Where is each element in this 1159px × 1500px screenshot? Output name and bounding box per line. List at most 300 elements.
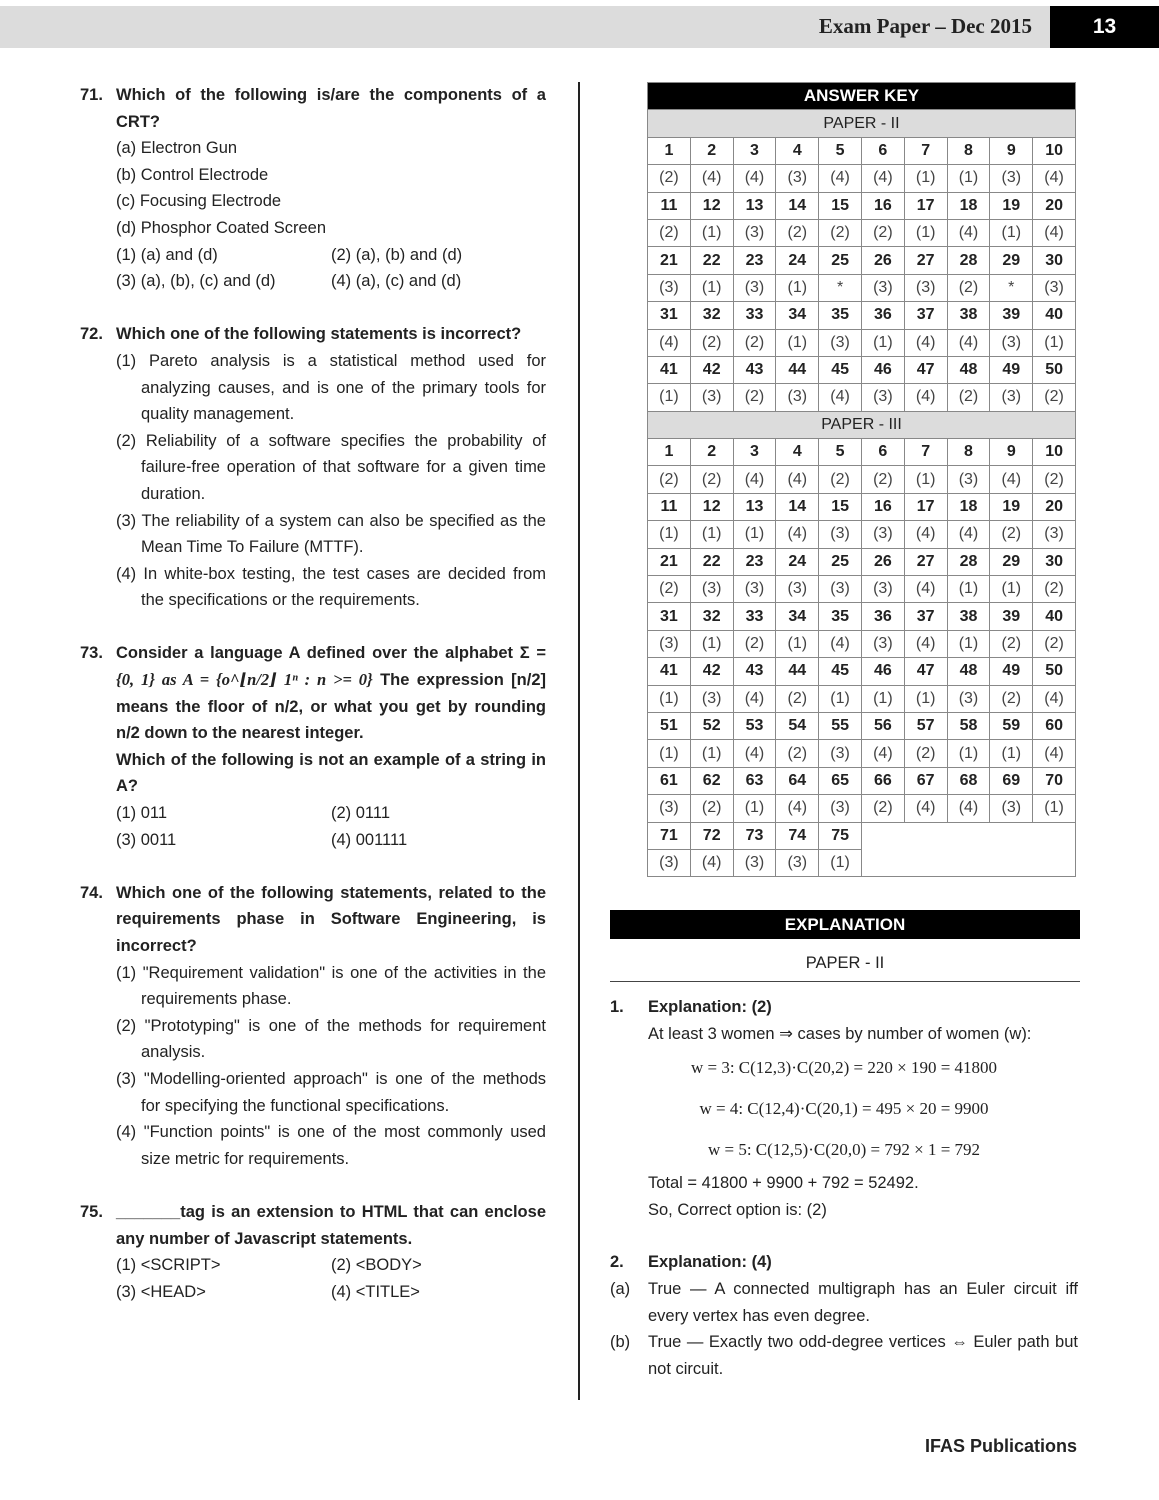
question-number: 74. — [80, 883, 103, 902]
question-number-row — [648, 356, 1076, 383]
question-number-cell: 14 — [776, 192, 819, 219]
answer-cell: (3) — [819, 740, 862, 767]
answer-cell: (4) — [1033, 685, 1076, 712]
question-number-cell: 5 — [819, 137, 862, 164]
questions-column — [80, 82, 546, 1332]
question-number-cell: 25 — [819, 247, 862, 274]
question-number-cell: 40 — [1033, 302, 1076, 329]
option-4: (4) In white-box testing, the test cases are decided from the specifications or the requirements. — [116, 564, 546, 610]
question-number-cell: 22 — [690, 548, 733, 575]
answer-cell: (1) — [904, 466, 947, 493]
answer-cell: (4) — [733, 466, 776, 493]
question-number-cell: 8 — [947, 439, 990, 466]
answer-cell: (2) — [690, 329, 733, 356]
question-number-cell: 72 — [690, 822, 733, 849]
answer-key-title: ANSWER KEY — [648, 83, 1076, 110]
answer-cell: (3) — [861, 274, 904, 301]
question-number-cell: 38 — [947, 302, 990, 329]
answer-cell: (1) — [819, 685, 862, 712]
answer-cell: (2) — [776, 219, 819, 246]
answer-cell: (3) — [819, 576, 862, 603]
answer-cell: (3) — [819, 521, 862, 548]
options-row — [116, 268, 546, 295]
answer-cell: (4) — [690, 849, 733, 876]
answer-cell: (1) — [690, 219, 733, 246]
answer-cell: (1) — [947, 630, 990, 657]
question-number-cell: 16 — [861, 192, 904, 219]
explanation-paper-label: PAPER - II — [805, 954, 885, 972]
question-prompt: Which of the following is not an example of a string in A? — [116, 750, 546, 796]
question-number-cell: 33 — [733, 603, 776, 630]
answer-cell: (4) — [904, 521, 947, 548]
question-number-cell: 59 — [990, 712, 1033, 739]
answer-cell: (3) — [861, 576, 904, 603]
question-number-row — [648, 767, 1076, 794]
question-number-row — [648, 247, 1076, 274]
question-72 — [80, 321, 546, 614]
options-row — [116, 800, 546, 827]
answer-cell: (2) — [990, 521, 1033, 548]
sub-label: (a) — [610, 1279, 631, 1298]
question-text: Which one of the following statements is incorrect? — [116, 325, 522, 344]
question-number-cell: 9 — [990, 439, 1033, 466]
answer-cell: (2) — [819, 219, 862, 246]
column-divider — [578, 82, 580, 1400]
answer-cell: (3) — [990, 795, 1033, 822]
answer-cell: (1) — [904, 165, 947, 192]
question-number-cell: 65 — [819, 767, 862, 794]
paper-label-row — [648, 411, 1076, 438]
question-number-cell: 14 — [776, 493, 819, 520]
question-number-cell: 4 — [776, 137, 819, 164]
key-title-row — [648, 83, 1076, 110]
question-number-cell: 67 — [904, 767, 947, 794]
option-2: (2) 0111 — [331, 804, 391, 823]
question-number: 75. — [80, 1202, 103, 1221]
answer-cell: (1) — [947, 740, 990, 767]
answer-cell: (1) — [990, 219, 1033, 246]
question-number-cell: 48 — [947, 658, 990, 685]
equation: w = 5: C(12,5)·C(20,0) = 792 × 1 = 792 — [707, 1140, 981, 1160]
question-number-cell: 29 — [990, 548, 1033, 575]
answer-cell: (3) — [861, 384, 904, 411]
answer-cell: (1) — [990, 740, 1033, 767]
divider — [610, 981, 1080, 982]
answer-cell: (3) — [990, 165, 1033, 192]
question-number-cell: 61 — [648, 767, 691, 794]
question-number-cell: 27 — [904, 247, 947, 274]
answer-cell: (2) — [690, 466, 733, 493]
math-expression: {0, 1} as A = {o^⌊n/2⌋ 1ⁿ : n >= 0} — [116, 670, 373, 690]
answer-row — [648, 329, 1076, 356]
answer-cell: (2) — [648, 576, 691, 603]
answer-cell: (2) — [861, 795, 904, 822]
question-number: 71. — [80, 86, 103, 104]
paper-label: PAPER - II — [648, 110, 1076, 137]
answer-cell: (2) — [776, 740, 819, 767]
answer-cell: (3) — [648, 630, 691, 657]
answer-cell: (3) — [690, 685, 733, 712]
publisher-footer: IFAS Publications — [924, 1436, 1077, 1456]
answer-cell: (2) — [733, 384, 776, 411]
sub-text: True — Exactly two odd-degree vertices ⇔ Euler path but not circuit. — [648, 1333, 1078, 1378]
answer-row — [648, 521, 1076, 548]
options-row — [116, 242, 546, 269]
answer-cell: (2) — [990, 630, 1033, 657]
answer-cell: (3) — [776, 576, 819, 603]
option-4: (4) (a), (c) and (d) — [331, 272, 462, 291]
option-1: (1) Pareto analysis is a statistical method used for analyzing causes, and is one of the primary tools for quality management. — [116, 351, 546, 424]
question-number-row — [648, 302, 1076, 329]
question-number-cell: 24 — [776, 548, 819, 575]
question-number-row — [648, 137, 1076, 164]
question-number-cell: 39 — [990, 603, 1033, 630]
item: (c) Focusing Electrode — [116, 192, 282, 211]
explanation-conclusion: So, Correct option is: (2) — [648, 1200, 827, 1219]
answer-cell: (2) — [861, 466, 904, 493]
answer-row — [648, 795, 1076, 822]
question-number-cell: 9 — [990, 137, 1033, 164]
question-number-cell: 40 — [1033, 603, 1076, 630]
question-number-cell: 19 — [990, 192, 1033, 219]
item: (a) Electron Gun — [116, 139, 238, 158]
option-3: (3) The reliability of a system can also be specified as the Mean Time To Failure (MTTF). — [116, 511, 546, 557]
question-number-cell: 32 — [690, 302, 733, 329]
question-number-cell: 6 — [861, 137, 904, 164]
equation: w = 3: C(12,3)·C(20,2) = 220 × 190 = 41800 — [690, 1058, 998, 1078]
question-number-cell: 30 — [1033, 548, 1076, 575]
question-number-cell: 2 — [690, 439, 733, 466]
question-number-cell: 10 — [1033, 137, 1076, 164]
question-number-cell: 3 — [733, 137, 776, 164]
explanation-number: 1. — [610, 998, 624, 1016]
question-number-cell: 24 — [776, 247, 819, 274]
option-3: (3) (a), (b), (c) and (d) — [116, 272, 276, 291]
question-number-cell: 49 — [990, 356, 1033, 383]
question-number-cell: 13 — [733, 493, 776, 520]
answer-cell: (3) — [690, 384, 733, 411]
question-number-cell: 42 — [690, 356, 733, 383]
question-text-part1: Consider a language A defined over the alphabet Σ = — [116, 644, 546, 663]
question-number-cell: 29 — [990, 247, 1033, 274]
answer-cell: (2) — [648, 165, 691, 192]
question-number-cell: 27 — [904, 548, 947, 575]
question-number-cell: 17 — [904, 192, 947, 219]
question-number-cell: 46 — [861, 356, 904, 383]
question-number-row — [648, 658, 1076, 685]
answer-cell: (4) — [819, 165, 862, 192]
question-number-cell: 8 — [947, 137, 990, 164]
answer-cell: (4) — [776, 466, 819, 493]
question-number-cell: 12 — [690, 493, 733, 520]
option-1: (1) (a) and (d) — [116, 245, 218, 264]
answer-cell: (4) — [1033, 740, 1076, 767]
answer-cell: (4) — [776, 521, 819, 548]
answer-cell: (4) — [733, 165, 776, 192]
answer-cell: (2) — [776, 685, 819, 712]
answer-cell: (1) — [1033, 795, 1076, 822]
answer-cell: (4) — [904, 329, 947, 356]
question-number-cell: 13 — [733, 192, 776, 219]
answer-cell: (4) — [904, 576, 947, 603]
question-number-cell: 23 — [733, 548, 776, 575]
answer-row — [648, 685, 1076, 712]
question-number-cell: 6 — [861, 439, 904, 466]
question-number-row — [648, 493, 1076, 520]
answer-cell: (1) — [690, 521, 733, 548]
question-number-cell: 52 — [690, 712, 733, 739]
answer-cell: (3) — [776, 849, 819, 876]
explanation-heading: Explanation: (4) — [648, 1253, 772, 1272]
answer-cell: (2) — [690, 795, 733, 822]
sub-label: (b) — [610, 1333, 631, 1352]
answer-cell: (2) — [1033, 466, 1076, 493]
question-74 — [80, 880, 546, 1173]
question-number-row — [648, 192, 1076, 219]
question-number-cell: 33 — [733, 302, 776, 329]
answer-cell: (3) — [776, 165, 819, 192]
question-number-cell: 34 — [776, 302, 819, 329]
question-number-cell: 5 — [819, 439, 862, 466]
answer-cell: (1) — [648, 685, 691, 712]
answer-cell: (4) — [1033, 219, 1076, 246]
answer-cell: * — [819, 274, 862, 301]
answer-cell: (3) — [947, 466, 990, 493]
question-number-cell: 39 — [990, 302, 1033, 329]
question-number-cell: 50 — [1033, 658, 1076, 685]
answer-cell: (4) — [690, 165, 733, 192]
question-75 — [80, 1199, 546, 1305]
question-number-cell: 58 — [947, 712, 990, 739]
paper-label-row — [648, 110, 1076, 137]
question-number-cell: 37 — [904, 603, 947, 630]
question-number-cell: 73 — [733, 822, 776, 849]
question-number-cell: 7 — [904, 137, 947, 164]
option-2: (2) "Prototyping" is one of the methods for requirement analysis. — [116, 1016, 546, 1062]
question-number-cell: 28 — [947, 548, 990, 575]
explanation-heading: Explanation: (2) — [648, 998, 772, 1016]
option-3: (3) "Modelling-oriented approach" is one of the methods for specifying the functional specifications. — [116, 1069, 546, 1115]
item: (b) Control Electrode — [116, 165, 269, 184]
answer-cell: (4) — [819, 630, 862, 657]
question-number-cell: 46 — [861, 658, 904, 685]
answer-cell: (3) — [648, 795, 691, 822]
question-number-row — [648, 603, 1076, 630]
question-number-cell: 34 — [776, 603, 819, 630]
answer-cell: (3) — [861, 630, 904, 657]
answer-row — [648, 630, 1076, 657]
answer-cell: (1) — [776, 274, 819, 301]
sub-item-b — [610, 1329, 1078, 1382]
answer-cell: (1) — [904, 219, 947, 246]
answer-cell: (4) — [733, 685, 776, 712]
question-number-cell: 31 — [648, 603, 691, 630]
answer-cell: (2) — [947, 384, 990, 411]
answer-cell: (4) — [947, 795, 990, 822]
answer-row — [648, 466, 1076, 493]
answer-key-table — [647, 82, 1076, 877]
question-number-row — [648, 822, 1076, 849]
question-number-cell: 43 — [733, 356, 776, 383]
question-number-cell: 48 — [947, 356, 990, 383]
option-3: (3) <HEAD> — [116, 1282, 206, 1301]
answer-cell: (1) — [776, 329, 819, 356]
question-text: _______tag is an extension to HTML that can enclose any number of Javascript statements. — [116, 1202, 546, 1248]
paper-label: PAPER - III — [648, 411, 1076, 438]
question-number-cell: 47 — [904, 658, 947, 685]
explanations — [610, 994, 1078, 1382]
answer-cell: (4) — [990, 466, 1033, 493]
question-number: 72. — [80, 325, 103, 344]
question-number-cell: 62 — [690, 767, 733, 794]
question-number-cell: 50 — [1033, 356, 1076, 383]
question-number-cell: 15 — [819, 493, 862, 520]
question-number-cell: 20 — [1033, 192, 1076, 219]
answer-cell: (4) — [1033, 165, 1076, 192]
answer-cell: (3) — [904, 274, 947, 301]
answer-cell: (3) — [861, 521, 904, 548]
question-number-cell: 20 — [1033, 493, 1076, 520]
explanation-total: Total = 41800 + 9900 + 792 = 52492. — [648, 1174, 919, 1193]
page-number: 13 — [1050, 6, 1159, 48]
question-number-cell: 64 — [776, 767, 819, 794]
question-number-cell: 60 — [1033, 712, 1076, 739]
answer-cell: (3) — [648, 274, 691, 301]
answer-cell: (1) — [648, 740, 691, 767]
question-number-row — [648, 548, 1076, 575]
answer-cell: (2) — [947, 274, 990, 301]
answer-cell: (4) — [861, 165, 904, 192]
question-number-cell: 54 — [776, 712, 819, 739]
option-2: (2) <BODY> — [331, 1256, 422, 1275]
answer-cell: (1) — [733, 795, 776, 822]
answer-cell: (3) — [819, 329, 862, 356]
option-2: (2) Reliability of a software specifies the probability of failure-free operation of that software for a given time duration. — [116, 431, 546, 503]
answer-cell: (3) — [819, 795, 862, 822]
answer-cell: (4) — [648, 329, 691, 356]
question-number-cell: 26 — [861, 247, 904, 274]
question-number-cell: 17 — [904, 493, 947, 520]
answer-cell: (1) — [1033, 329, 1076, 356]
answer-cell: (3) — [733, 849, 776, 876]
question-number-cell: 2 — [690, 137, 733, 164]
explanation-title: EXPLANATION — [610, 910, 1080, 939]
question-number-cell: 21 — [648, 247, 691, 274]
answer-cell: * — [990, 274, 1033, 301]
answer-cell: (1) — [861, 685, 904, 712]
answer-cell: (2) — [861, 219, 904, 246]
answer-cell: (1) — [648, 521, 691, 548]
question-number-cell: 11 — [648, 192, 691, 219]
answer-cell: (2) — [733, 329, 776, 356]
question-number-cell: 4 — [776, 439, 819, 466]
answer-cell: (3) — [690, 576, 733, 603]
answer-cell: (3) — [776, 384, 819, 411]
option-1: (1) 011 — [116, 804, 168, 823]
answer-cell: (3) — [733, 219, 776, 246]
question-text: Which of the following is/are the components of a CRT? — [116, 86, 546, 131]
question-number-cell: 16 — [861, 493, 904, 520]
equation: w = 4: C(12,4)·C(20,1) = 495 × 20 = 9900 — [699, 1099, 989, 1119]
answer-cell: (2) — [648, 219, 691, 246]
explanation-2 — [610, 1249, 1078, 1382]
answer-cell: (3) — [1033, 521, 1076, 548]
question-number-cell: 45 — [819, 658, 862, 685]
question-number-cell: 66 — [861, 767, 904, 794]
question-number-cell: 3 — [733, 439, 776, 466]
answer-cell: (3) — [733, 576, 776, 603]
question-number: 73. — [80, 644, 103, 663]
question-number-cell: 35 — [819, 302, 862, 329]
question-73 — [80, 640, 546, 853]
answer-cell: (3) — [648, 849, 691, 876]
question-number-cell: 36 — [861, 603, 904, 630]
question-number-cell: 26 — [861, 548, 904, 575]
answer-row — [648, 740, 1076, 767]
question-number-cell: 42 — [690, 658, 733, 685]
options-row — [116, 1279, 546, 1306]
question-number-cell: 31 — [648, 302, 691, 329]
page-title: Exam Paper – Dec 2015 — [818, 14, 1032, 38]
question-number-cell: 43 — [733, 658, 776, 685]
question-number-cell: 57 — [904, 712, 947, 739]
question-number-cell: 36 — [861, 302, 904, 329]
answer-cell: (4) — [733, 740, 776, 767]
question-text — [116, 640, 546, 746]
question-number-cell: 12 — [690, 192, 733, 219]
answer-cell: (3) — [947, 685, 990, 712]
answer-cell: (1) — [861, 329, 904, 356]
question-number-cell: 44 — [776, 356, 819, 383]
question-number-cell: 10 — [1033, 439, 1076, 466]
answer-cell: (1) — [947, 576, 990, 603]
answer-row — [648, 219, 1076, 246]
answer-row — [648, 274, 1076, 301]
answer-cell: (4) — [904, 384, 947, 411]
answer-cell: (2) — [733, 630, 776, 657]
option-4: (4) 001111 — [331, 830, 408, 849]
answer-cell: (1) — [648, 384, 691, 411]
answer-cell: (1) — [819, 849, 862, 876]
explanation-1 — [610, 994, 1078, 1223]
answer-cell: (4) — [904, 795, 947, 822]
question-number-cell: 45 — [819, 356, 862, 383]
question-number-cell: 41 — [648, 658, 691, 685]
question-number-cell: 15 — [819, 192, 862, 219]
question-number-row — [648, 439, 1076, 466]
answer-cell: (3) — [1033, 274, 1076, 301]
answer-cell: (1) — [690, 740, 733, 767]
question-number-cell: 38 — [947, 603, 990, 630]
question-number-cell: 71 — [648, 822, 691, 849]
answer-cell: (3) — [990, 329, 1033, 356]
question-number-cell: 74 — [776, 822, 819, 849]
question-number-cell: 21 — [648, 548, 691, 575]
answer-cell: (4) — [776, 795, 819, 822]
answer-cell: (1) — [690, 274, 733, 301]
options-row — [116, 827, 546, 854]
answer-cell: (1) — [947, 165, 990, 192]
answer-row — [648, 576, 1076, 603]
question-number-cell: 11 — [648, 493, 691, 520]
answer-cell: (1) — [990, 576, 1033, 603]
answer-row — [648, 165, 1076, 192]
question-71 — [80, 82, 546, 295]
question-number-cell: 28 — [947, 247, 990, 274]
answer-cell: (2) — [1033, 630, 1076, 657]
option-1: (1) <SCRIPT> — [116, 1256, 221, 1275]
sub-text: True — A connected multigraph has an Euler circuit iff every vertex has even degree. — [648, 1279, 1078, 1325]
